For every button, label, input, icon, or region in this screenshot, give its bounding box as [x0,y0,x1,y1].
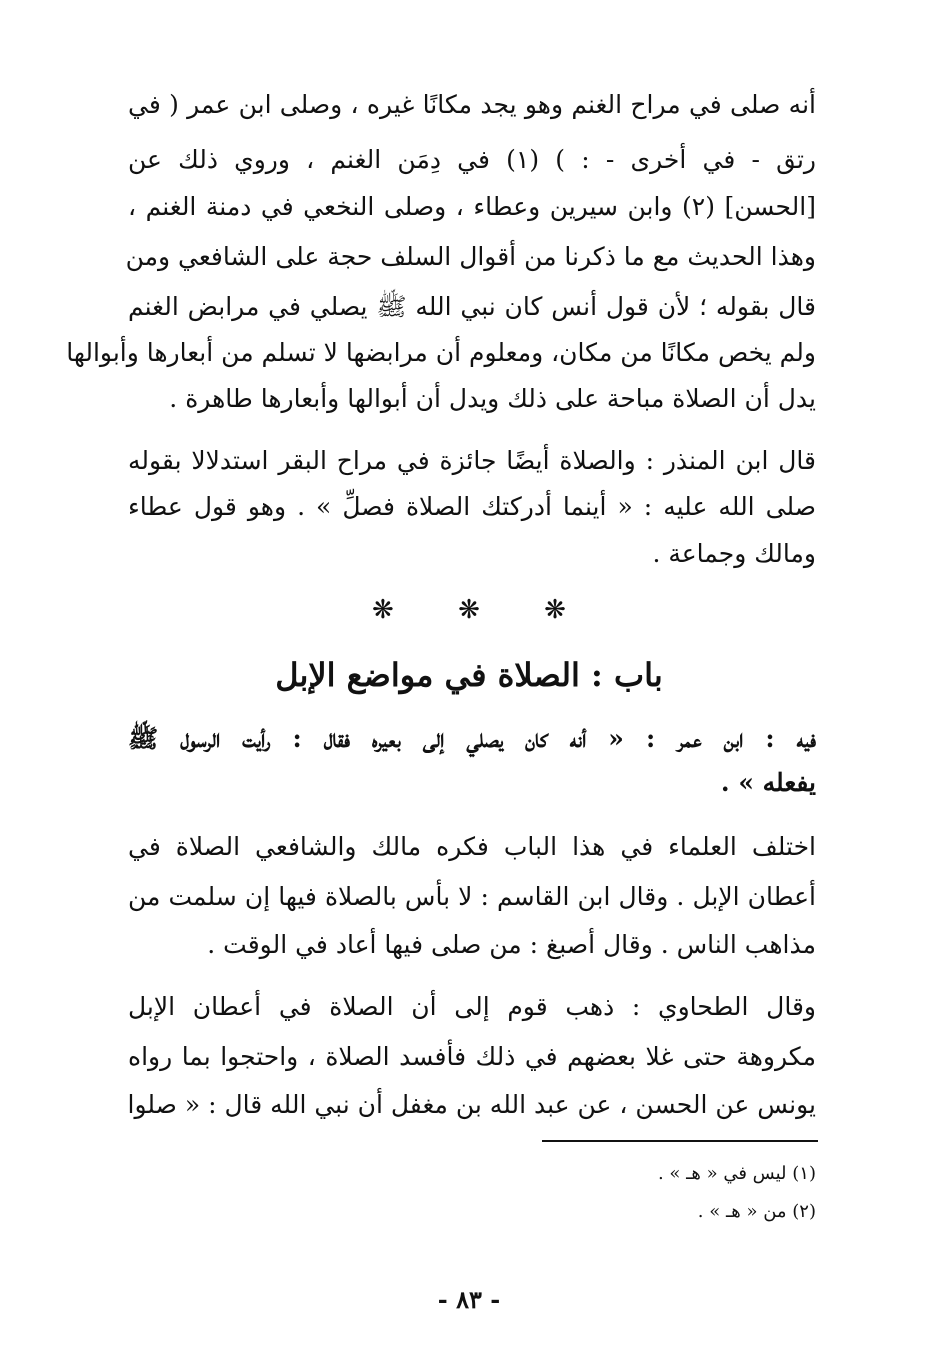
text-line: اختلف العلماء في هذا الباب فكره مالك والشافعي الصلاة في [128,832,816,861]
text-line: مذاهب الناس . وقال أصبغ : من صلى فيها أعاد في الوقت . [207,930,816,959]
text-line: وهذا الحديث مع ما ذكرنا من أقوال السلف حجة على الشافعي ومن [125,242,816,271]
text-line: يدل أن الصلاة مباحة على ذلك ويدل أن أبوالها وأبعارها طاهرة . [169,384,816,413]
page-number: - ٨٣ - [437,1285,501,1314]
asterism-glyph: ❋ [458,595,480,625]
text-line: صلى الله عليه : « أينما أدركتك الصلاة فصلِّ » . وهو قول عطاء [128,492,816,521]
footnote: (٢) من « هـ » . [697,1201,816,1222]
footnote: (١) ليس في « هـ » . [657,1163,816,1184]
text-line: يونس عن الحسن ، عن عبد الله بن مغفل أن نبي الله قال : « صلوا [127,1090,816,1119]
chapter-title: باب : الصلاة في مواضع الإبل [275,656,663,694]
footnote-rule [542,1140,818,1142]
text-line: ولم يخص مكانًا من مكان، ومعلوم أن مرابضها لا تسلم من أبعارها وأبوالها [66,338,816,367]
text-line: [الحسن] (٢) وابن سيرين وعطاء ، وصلى النخعي في دمنة الغنم ، [128,192,816,221]
text-line: قال بقوله ؛ لأن قول أنس كان نبي الله ﷺ يصلي في مرابض الغنم [128,292,816,321]
text-line: وقال الطحاوي : ذهب قوم إلى أن الصلاة في أعطان الإبل [128,992,816,1021]
hadith-line: يفعله » . [720,768,816,797]
asterism-glyph: ❋ [544,595,566,625]
text-line: ومالك وجماعة . [652,539,816,568]
hadith-line: فيه : ابن عمر : « أنه كان يصلي إلى بعيره فقال : رأيت الرسول ﷺ [128,724,816,753]
asterism-glyph: ❋ [372,595,394,625]
section-separator [0,595,938,625]
text-line: مكروهة حتى غلا بعضهم في ذلك فأفسد الصلاة ، واحتجوا بما رواه [128,1042,816,1071]
text-line: رتق - في أخرى - : ) (١) في دِمَن الغنم ، وروي ذلك عن [128,145,816,174]
text-line: أعطان الإبل . وقال ابن القاسم : لا بأس بالصلاة فيها إن سلمت من [128,882,816,911]
text-line: قال ابن المنذر : والصلاة أيضًا جائزة في مراح البقر استدلالا بقوله [128,446,816,475]
text-line: أنه صلى في مراح الغنم وهو يجد مكانًا غيره ، وصلى ابن عمر ( في [128,90,816,119]
